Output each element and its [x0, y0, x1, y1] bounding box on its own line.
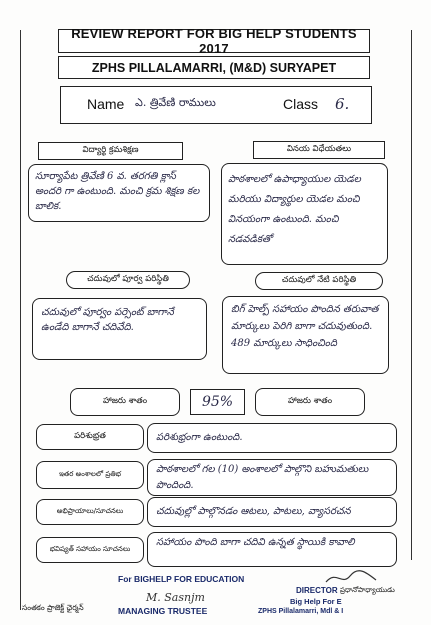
school-name-text: ZPHS PILLALAMARRI, (M&D) SURYAPET	[91, 60, 337, 75]
extra-label-box	[36, 461, 144, 489]
right-margin-line	[411, 30, 412, 560]
org-name: For BIGHELP FOR EDUCATION	[118, 574, 245, 584]
class-value: 6.	[335, 95, 350, 113]
present-box	[222, 296, 389, 374]
headmaster-signature	[322, 568, 382, 588]
chairman-signature-label: సంతకం ప్రాజెక్ట్ ఛైర్మన్	[22, 603, 84, 612]
goal-box	[147, 497, 397, 527]
stamp-line-1: Big Help For E	[290, 597, 342, 606]
director-label: DIRECTOR	[296, 586, 338, 595]
name-label: Name	[87, 96, 125, 112]
extra-text: పాఠశాలలో గల (10) అంశాలలో పాల్గొని బహుమతులు పొందింది.	[156, 464, 369, 491]
attendance-value-box	[190, 389, 245, 415]
attendance-label-box-2	[255, 388, 365, 416]
goal-label: అభిప్రాయాలు/సూచనలు	[56, 507, 124, 515]
headmaster-label: ప్రధానోపాధ్యాయుడు	[340, 586, 395, 594]
managing-trustee: MANAGING TRUSTEE	[118, 606, 208, 616]
extra-label: ఇతర అంశాలలో ప్రతిభ	[58, 470, 122, 478]
past-box	[32, 298, 207, 360]
discipline-label-box	[38, 142, 183, 160]
discipline-label: విద్యార్థి క్రమశిక్షణ	[82, 145, 139, 155]
left-margin-line	[20, 30, 21, 610]
goal-label-box	[36, 499, 144, 525]
obedience-text: పాఠశాలలో ఉపాధ్యాయుల యెడల మరియు విద్యార్థుల యెడల మంచి వినయంగా ఉంటుంది. మంచి నడవడికతో	[228, 174, 361, 245]
stamp-line-2: ZPHS Pillalamarri, Mdl & I	[258, 608, 344, 615]
future-label: భవిష్యత్ సహాయం సూచనలు	[49, 545, 131, 553]
cleanliness-label: పరిశుభ్రత	[74, 431, 106, 441]
report-title-text: REVIEW REPORT FOR BIG HELP STUDENTS 2017	[71, 26, 357, 56]
extra-box	[147, 459, 397, 496]
class-label: Class	[283, 96, 319, 112]
present-text: బిగ్ హెల్ప్ సహాయం పొందిన తరువాత మార్కులు పెరిగి బాగా చదువుతుంది. 489 మార్కులు సాధించింది	[231, 304, 379, 349]
name-value: ఎ. త్రివేణి రాములు	[135, 96, 216, 109]
obedience-label: వినయ విధేయతలు	[286, 144, 352, 154]
trustee-signature: M. Sasnjm	[146, 591, 205, 604]
cleanliness-label-box	[36, 424, 144, 450]
report-title	[58, 26, 370, 56]
attendance-label-box-1	[70, 388, 180, 416]
future-box	[147, 532, 397, 567]
student-name-box	[60, 86, 372, 124]
obedience-label-box	[253, 141, 385, 159]
cleanliness-text: పరిశుభ్రంగా ఉంటుంది.	[156, 432, 243, 443]
attendance-label-1: హాజరు శాతం	[102, 396, 148, 406]
past-text: చదువులో పూర్వం పర్సెంట్ బాగానే ఉండేది బాగానే చదివేది.	[41, 307, 174, 333]
future-label-box	[36, 537, 144, 563]
discipline-box	[28, 164, 210, 222]
present-label-box	[255, 272, 383, 290]
discipline-text: సూర్యాపేట త్రివేణి 6 వ. తరగతి క్లాస్ అందరి గా ఉంటుంది. మంచి క్రమ శిక్షణ కల బాలిక.	[35, 171, 200, 212]
goal-text: చదువుల్లో పాల్గొనడం ఆటలు, పాటలు, వ్యాసరచన	[156, 506, 351, 517]
past-label: చదువులో పూర్వ పరిస్థితి	[87, 274, 169, 284]
obedience-box	[221, 163, 388, 265]
future-text: సహాయం పొంది బాగా చదివి ఉన్నత స్థాయికి కావాలి	[156, 537, 355, 548]
attendance-value: 95%	[201, 394, 234, 410]
school-name-box	[58, 56, 370, 79]
past-label-box	[66, 271, 190, 289]
cleanliness-box	[147, 423, 397, 453]
present-label: చదువులో నేటి పరిస్థితి	[281, 275, 357, 285]
attendance-label-2: హాజరు శాతం	[287, 396, 333, 406]
